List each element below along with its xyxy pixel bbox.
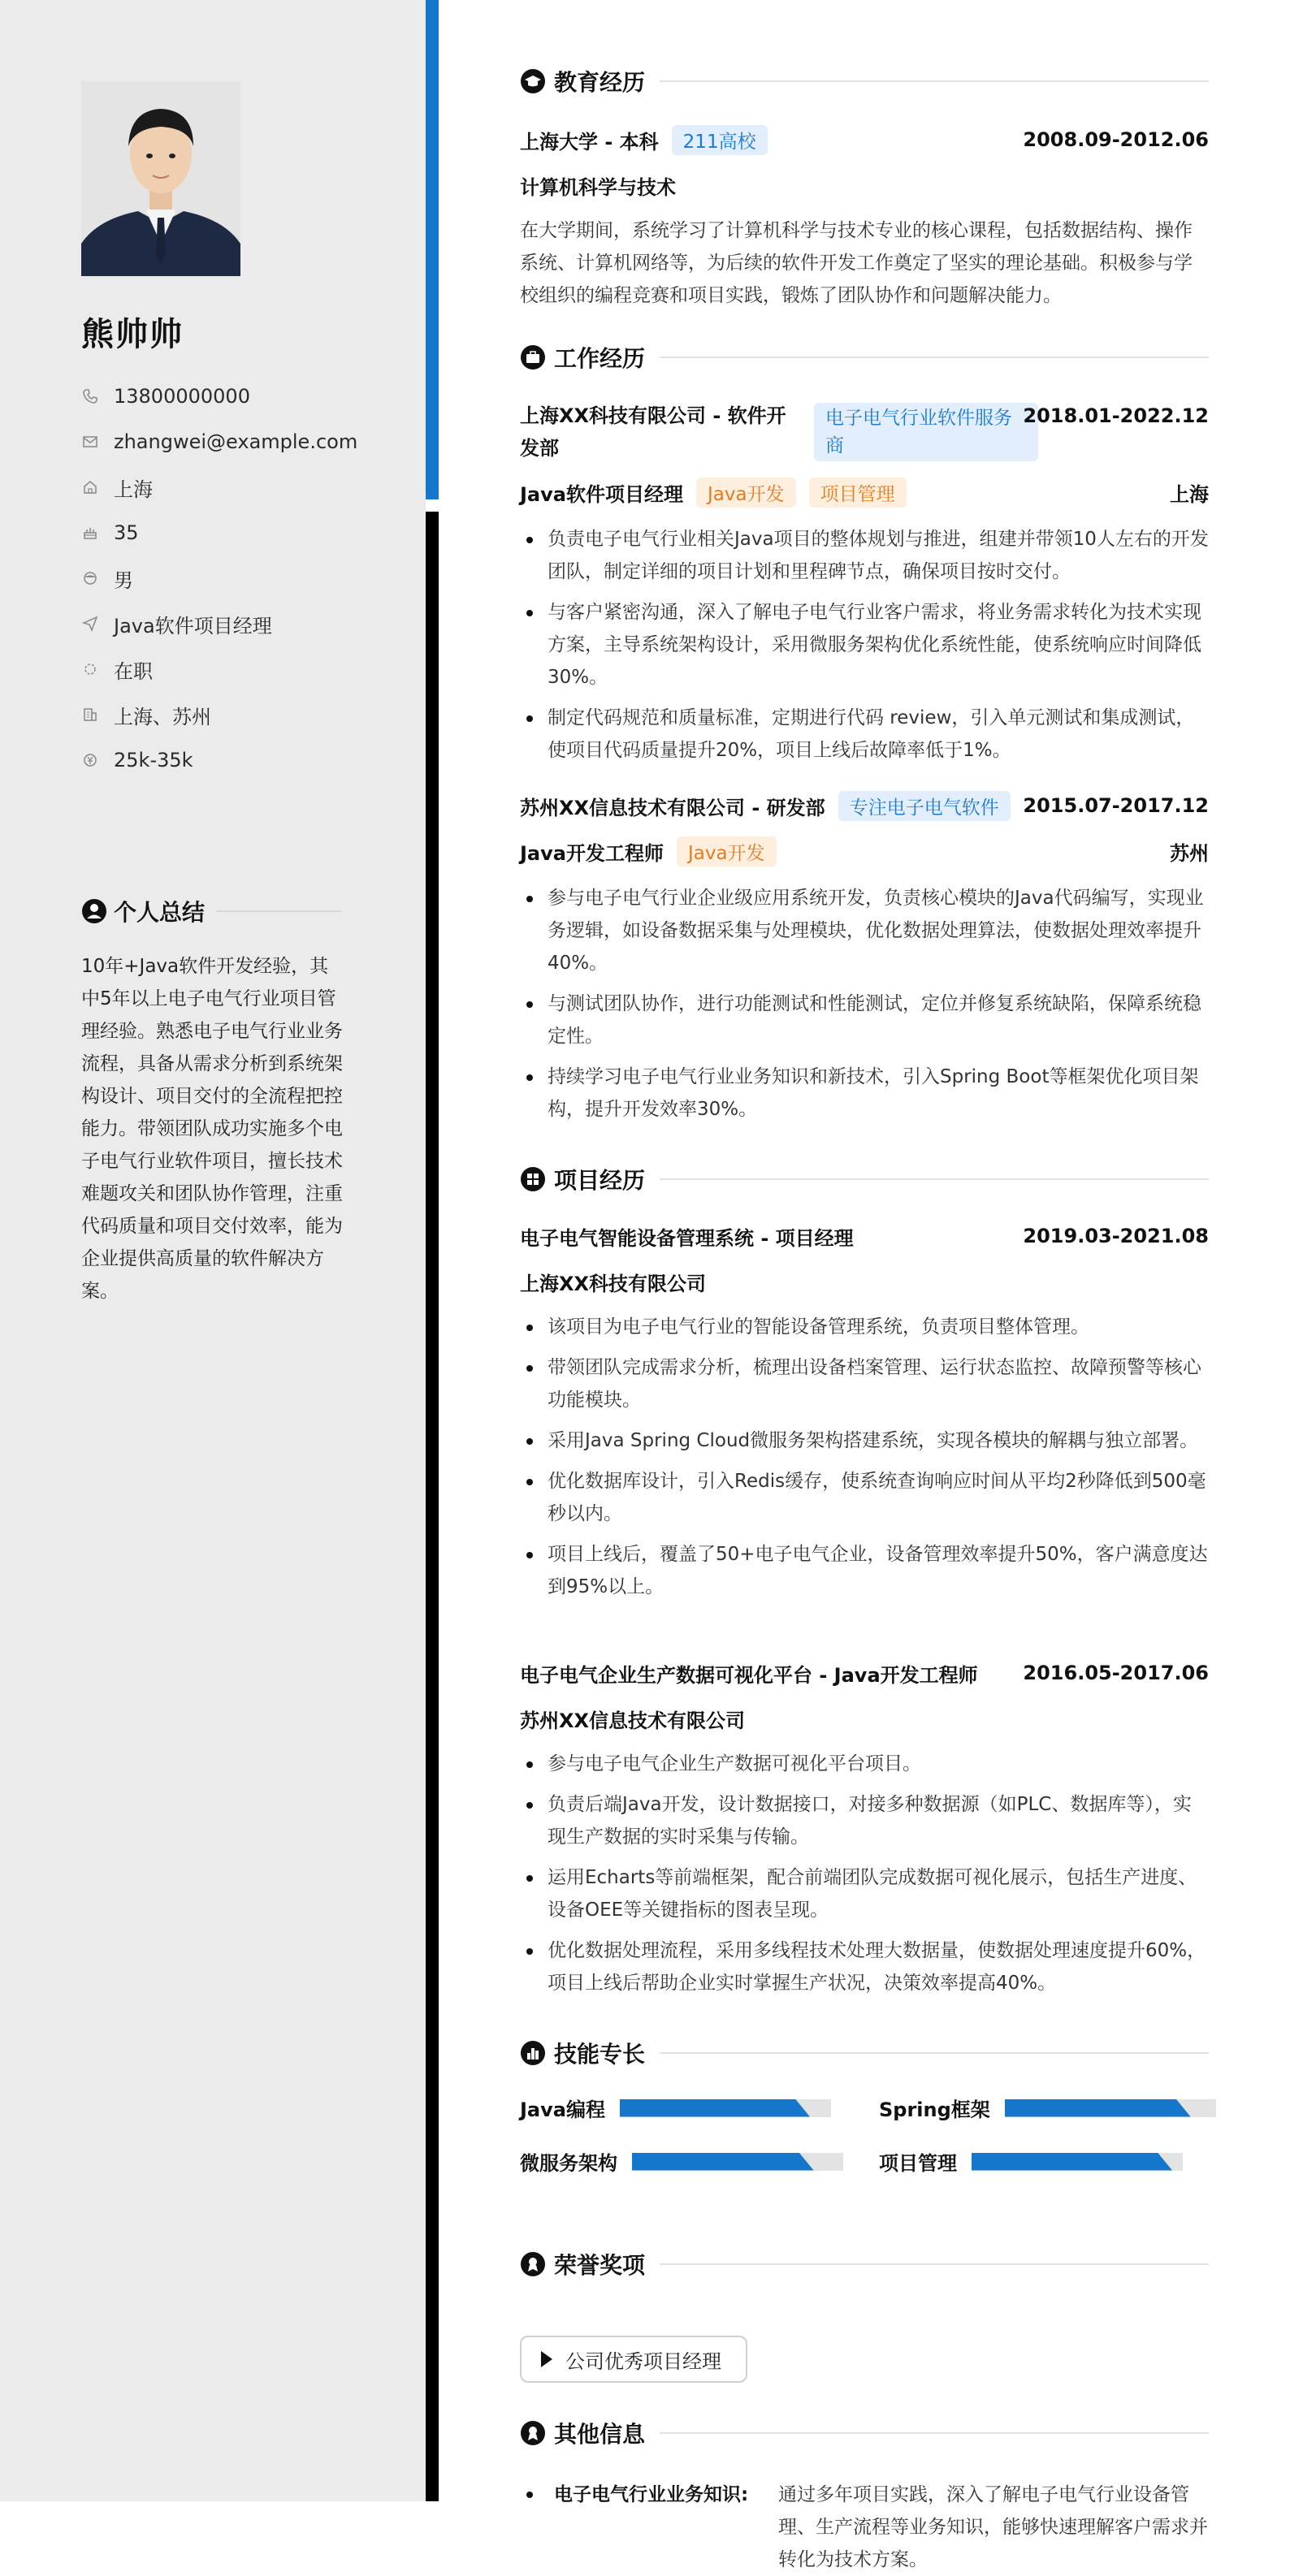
play-icon <box>541 2351 552 2367</box>
other-heading <box>520 2417 1209 2449</box>
skill-bar-fill <box>620 2099 810 2117</box>
accent-stripe <box>426 0 439 499</box>
status-icon <box>81 660 99 678</box>
job-1-company: 上海XX科技有限公司 - 软件开发部 <box>520 404 786 460</box>
education-description: 在大学期间，系统学习了计算机科学与技术专业的核心课程，包括数据结构、操作系统、计算机网络等，为后续的软件开发工作奠定了坚实的理论基础。积极参与学校组织的编程竞赛和项目实践，锻炼了团队协作和问题解决能力。 <box>520 220 1193 306</box>
skill-bar-fill <box>632 2153 814 2171</box>
info-gender-value: 男 <box>114 568 133 592</box>
phone-icon <box>81 387 99 405</box>
awards-heading <box>520 2248 1209 2280</box>
skill-name: 微服务架构 <box>520 2152 617 2175</box>
project-1-name: 电子电气智能设备管理系统 - 项目经理 <box>520 1226 854 1250</box>
gender-icon <box>81 569 99 587</box>
info-phone <box>81 374 390 419</box>
info-email <box>81 419 390 465</box>
list-item: 与客户紧密沟通，深入了解电子电气行业客户需求，将业务需求转化为技术实现方案，主导系统架构设计，采用微服务架构优化系统性能，使系统响应时间降低30%。 <box>520 596 1209 694</box>
job-1-tag: 电子电气行业软件服务商 <box>814 403 1038 461</box>
list-item: 负责电子电气行业相关Java项目的整体规划与推进，组建并带领10人左右的开发团队，制定详细的项目计划和里程碑节点，确保项目按时交付。 <box>520 523 1209 588</box>
education-heading <box>520 65 1209 97</box>
profile-name: 熊帅帅 <box>81 316 184 353</box>
education-school: 上海大学 - 本科 <box>520 130 659 153</box>
summary-title: 个人总结 <box>114 899 206 926</box>
skill-name: Spring框架 <box>879 2098 990 2121</box>
info-status-value: 在职 <box>114 659 153 683</box>
project-2-name: 电子电气企业生产数据可视化平台 - Java开发工程师 <box>520 1663 978 1687</box>
contact-info-list <box>81 374 390 783</box>
list-item: 参与电子电气行业企业级应用系统开发，负责核心模块的Java代码编写，实现业务逻辑，如设备数据采集与处理模块，优化数据处理算法，使数据处理效率提升40%。 <box>520 882 1209 979</box>
list-item: 与测试团队协作，进行功能测试和性能测试，定位并修复系统缺陷，保障系统稳定性。 <box>520 988 1209 1052</box>
skill-item <box>879 2147 1183 2176</box>
dark-stripe <box>426 512 439 2501</box>
job-2-city: 苏州 <box>1170 841 1209 865</box>
bullet-dot <box>526 2492 533 2498</box>
job-1-date: 2018.01-2022.12 <box>1023 404 1209 427</box>
list-item: 负责后端Java开发，设计数据接口，对接多种数据源（如PLC、数据库等），实现生产数据的实时采集与传输。 <box>520 1788 1209 1853</box>
info-target-role <box>81 601 390 646</box>
job-2-header <box>520 789 1209 822</box>
info-age-value: 35 <box>114 521 139 544</box>
work-heading <box>520 341 1209 374</box>
projects-title: 项目经历 <box>554 1167 646 1194</box>
job-2-role: Java开发工程师 <box>520 841 664 865</box>
job-1-header <box>520 400 1209 465</box>
mail-icon <box>81 433 99 451</box>
skill-name: Java编程 <box>520 2098 605 2121</box>
job-1-skill-tag: Java开发 <box>696 478 796 508</box>
project-1-date: 2019.03-2021.08 <box>1023 1225 1209 1247</box>
salary-icon <box>81 751 99 769</box>
send-icon <box>81 615 99 633</box>
info-gender <box>81 555 390 601</box>
cake-icon <box>81 524 99 542</box>
building-icon <box>81 706 99 724</box>
info-location-value: 上海 <box>114 478 153 501</box>
chart-icon <box>520 2040 546 2066</box>
info-target-role-value: Java软件项目经理 <box>114 614 272 638</box>
divider <box>660 1178 1209 1180</box>
list-item: 该项目为电子电气行业的智能设备管理系统，负责项目整体管理。 <box>520 1311 1209 1343</box>
award-label: 公司优秀项目经理 <box>565 2349 721 2373</box>
skill-bar-fill <box>1005 2099 1191 2117</box>
list-item: 优化数据处理流程，采用多线程技术处理大数据量，使数据处理速度提升60%，项目上线后帮助企业实时掌握生产状况，决策效率提高40%。 <box>520 1934 1209 1999</box>
skill-item <box>520 2147 843 2176</box>
other-info-item <box>520 2479 1209 2576</box>
skill-bar <box>632 2153 843 2171</box>
award-item[interactable] <box>520 2336 747 2383</box>
info-email-value: zhangwei@example.com <box>114 430 358 453</box>
job-1-bullets <box>520 523 1209 775</box>
job-2-date: 2015.07-2017.12 <box>1023 794 1209 817</box>
list-item: 采用Java Spring Cloud微服务架构搭建系统，实现各模块的解耦与独立部署。 <box>520 1424 1209 1457</box>
job-2-company: 苏州XX信息技术有限公司 - 研发部 <box>520 796 825 819</box>
info-salary-value: 25k-35k <box>114 749 193 772</box>
profile-photo <box>81 81 240 276</box>
project-2-bullets <box>520 1748 1209 2008</box>
job-1-role: Java软件项目经理 <box>520 482 683 506</box>
divider <box>216 910 341 912</box>
award-icon <box>520 2420 546 2446</box>
info-age <box>81 510 390 555</box>
job-1-role-row <box>520 476 1209 508</box>
other-info-label: 电子电气行业业务知识: <box>554 2484 749 2505</box>
sidebar <box>0 0 426 2501</box>
list-item: 参与电子电气企业生产数据可视化平台项目。 <box>520 1748 1209 1780</box>
project-2-date: 2016.05-2017.06 <box>1023 1662 1209 1684</box>
list-item: 优化数据库设计，引入Redis缓存，使系统查询响应时间从平均2秒降低到500毫秒以内。 <box>520 1465 1209 1530</box>
skill-bar-fill <box>972 2153 1172 2171</box>
info-location <box>81 465 390 510</box>
education-header-row <box>520 123 1209 156</box>
info-salary <box>81 737 390 783</box>
job-1-city: 上海 <box>1170 482 1209 506</box>
list-item: 持续学习电子电气行业业务知识和新技术，引入Spring Boot等框架优化项目架构，提升开发效率30%。 <box>520 1061 1209 1126</box>
project-1-header <box>520 1220 1209 1252</box>
summary-text: 10年+Java软件开发经验，其中5年以上电子电气行业项目管理经验。熟悉电子电气行业业务流程，具备从需求分析到系统架构设计、项目交付的全流程把控能力。带领团队成功实施多个电子电气行业软件项目，擅长技术难题攻关和团队协作管理，注重代码质量和项目交付效率，能为企业提供高质量的软件解决方案。 <box>81 956 343 1302</box>
work-title: 工作经历 <box>554 345 646 372</box>
job-2-role-row <box>520 835 1209 867</box>
other-title: 其他信息 <box>554 2421 646 2448</box>
summary-heading <box>81 895 341 927</box>
divider <box>660 2052 1209 2054</box>
user-circle-icon <box>81 898 107 924</box>
skill-name: 项目管理 <box>879 2152 957 2175</box>
project-1-bullets <box>520 1311 1209 1611</box>
list-item: 运用Echarts等前端框架，配合前端团队完成数据可视化展示，包括生产进度、设备OEE等关键指标的图表呈现。 <box>520 1861 1209 1926</box>
education-title: 教育经历 <box>554 69 646 96</box>
list-item: 制定代码规范和质量标准，定期进行代码 review，引入单元测试和集成测试，使项目代码质量提升20%，项目上线后故障率低于1%。 <box>520 702 1209 767</box>
award-icon <box>520 2251 546 2277</box>
home-icon <box>81 478 99 496</box>
skill-item <box>879 2094 1216 2122</box>
education-date: 2008.09-2012.06 <box>1023 128 1209 151</box>
info-work-city-value: 上海、苏州 <box>114 705 211 728</box>
education-major: 计算机科学与技术 <box>520 175 676 199</box>
grid-icon <box>520 1166 546 1192</box>
job-2-bullets <box>520 882 1209 1134</box>
job-1-skill-tag: 项目管理 <box>809 478 907 508</box>
other-info-text: 通过多年项目实践，深入了解电子电气行业设备管理、生产流程等业务知识，能够快速理解客户需求并转化为技术方案。 <box>778 2484 1208 2570</box>
education-tag: 211高校 <box>672 125 768 155</box>
briefcase-icon <box>520 344 546 370</box>
skill-bar <box>972 2153 1183 2171</box>
job-2-skill-tag: Java开发 <box>677 836 777 867</box>
job-2-tag: 专注电子电气软件 <box>838 791 1011 821</box>
divider <box>660 357 1209 358</box>
project-2-company: 苏州XX信息技术有限公司 <box>520 1709 746 1732</box>
awards-title: 荣誉奖项 <box>554 2252 646 2279</box>
projects-heading <box>520 1163 1209 1195</box>
info-status <box>81 646 390 692</box>
skills-title: 技能专长 <box>554 2041 646 2068</box>
skills-heading <box>520 2037 1209 2069</box>
info-phone-value: 13800000000 <box>114 385 250 408</box>
list-item: 项目上线后，覆盖了50+电子电气企业，设备管理效率提升50%，客户满意度达到95%以上。 <box>520 1538 1209 1603</box>
project-1-company: 上海XX科技有限公司 <box>520 1272 707 1295</box>
divider <box>660 2263 1209 2265</box>
project-2-header <box>520 1657 1209 1689</box>
divider <box>660 80 1209 82</box>
divider <box>660 2432 1209 2434</box>
skill-item <box>520 2094 831 2122</box>
graduation-cap-icon <box>520 68 546 94</box>
list-item: 带领团队完成需求分析，梳理出设备档案管理、运行状态监控、故障预警等核心功能模块。 <box>520 1351 1209 1416</box>
info-work-city <box>81 692 390 737</box>
skill-bar <box>1005 2099 1216 2117</box>
skill-bar <box>620 2099 831 2117</box>
